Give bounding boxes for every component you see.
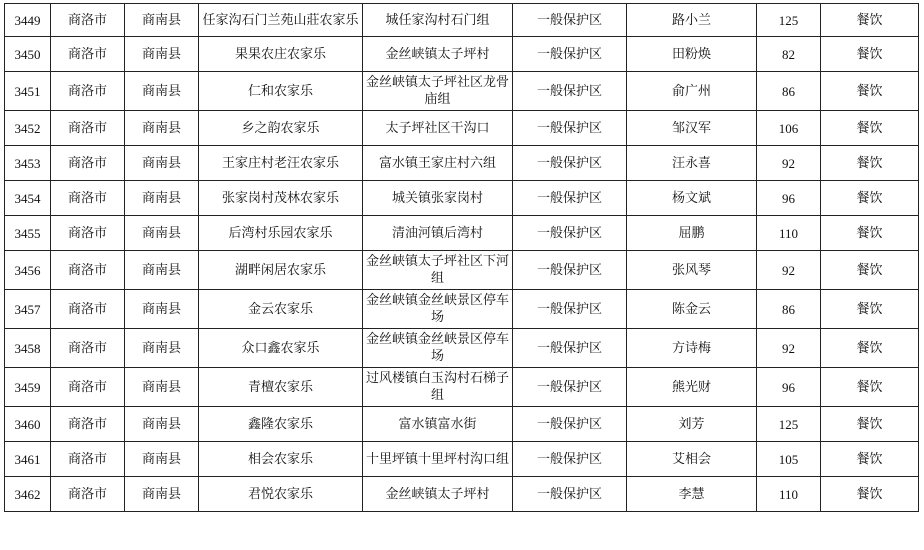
- table-row: [5, 407, 919, 442]
- row-zone: 一般保护区: [513, 37, 627, 72]
- row-name: 仁和农家乐: [199, 72, 363, 111]
- row-seats: 110: [757, 216, 821, 251]
- row-address: 金丝峡镇太子坪村: [363, 477, 513, 512]
- row-owner: 邹汉军: [627, 111, 757, 146]
- row-owner: 屈鹏: [627, 216, 757, 251]
- table-row: [5, 329, 919, 368]
- row-county: 商南县: [125, 72, 199, 111]
- row-county: 商南县: [125, 251, 199, 290]
- row-seats: 110: [757, 477, 821, 512]
- row-owner: 艾相会: [627, 442, 757, 477]
- row-county: 商南县: [125, 4, 199, 37]
- row-seats: 86: [757, 290, 821, 329]
- row-city: 商洛市: [51, 407, 125, 442]
- row-zone: 一般保护区: [513, 181, 627, 216]
- row-type: 餐饮: [821, 251, 919, 290]
- row-id: 3458: [5, 329, 51, 368]
- row-city: 商洛市: [51, 146, 125, 181]
- row-zone: 一般保护区: [513, 72, 627, 111]
- row-name: 后湾村乐园农家乐: [199, 216, 363, 251]
- table-row: [5, 146, 919, 181]
- table-row: [5, 251, 919, 290]
- row-name: 众口鑫农家乐: [199, 329, 363, 368]
- row-id: 3456: [5, 251, 51, 290]
- row-seats: 105: [757, 442, 821, 477]
- row-name: 相会农家乐: [199, 442, 363, 477]
- row-address: 富水镇富水街: [363, 407, 513, 442]
- row-id: 3450: [5, 37, 51, 72]
- row-type: 餐饮: [821, 407, 919, 442]
- row-type: 餐饮: [821, 442, 919, 477]
- row-city: 商洛市: [51, 477, 125, 512]
- table-row: [5, 111, 919, 146]
- farmhouse-registry-table: [4, 3, 919, 512]
- table-row: [5, 290, 919, 329]
- row-type: 餐饮: [821, 329, 919, 368]
- row-name: 君悦农家乐: [199, 477, 363, 512]
- table-row: [5, 368, 919, 407]
- row-city: 商洛市: [51, 329, 125, 368]
- row-address: 金丝峡镇金丝峡景区停车场: [363, 329, 513, 368]
- row-zone: 一般保护区: [513, 216, 627, 251]
- row-zone: 一般保护区: [513, 477, 627, 512]
- row-name: 任家沟石门兰苑山莊农家乐: [199, 4, 363, 37]
- row-county: 商南县: [125, 181, 199, 216]
- row-seats: 106: [757, 111, 821, 146]
- row-county: 商南县: [125, 290, 199, 329]
- row-name: 乡之韵农家乐: [199, 111, 363, 146]
- row-city: 商洛市: [51, 290, 125, 329]
- row-city: 商洛市: [51, 181, 125, 216]
- row-seats: 96: [757, 181, 821, 216]
- row-seats: 96: [757, 368, 821, 407]
- row-zone: 一般保护区: [513, 146, 627, 181]
- row-seats: 82: [757, 37, 821, 72]
- row-zone: 一般保护区: [513, 368, 627, 407]
- row-id: 3459: [5, 368, 51, 407]
- row-seats: 92: [757, 146, 821, 181]
- row-seats: 92: [757, 329, 821, 368]
- row-id: 3452: [5, 111, 51, 146]
- row-id: 3449: [5, 4, 51, 37]
- row-owner: 刘芳: [627, 407, 757, 442]
- row-type: 餐饮: [821, 146, 919, 181]
- row-id: 3460: [5, 407, 51, 442]
- row-id: 3461: [5, 442, 51, 477]
- row-owner: 李慧: [627, 477, 757, 512]
- row-zone: 一般保护区: [513, 4, 627, 37]
- row-address: 过风楼镇白玉沟村石梯子组: [363, 368, 513, 407]
- row-city: 商洛市: [51, 251, 125, 290]
- row-owner: 汪永喜: [627, 146, 757, 181]
- row-name: 果果农庄农家乐: [199, 37, 363, 72]
- row-owner: 路小兰: [627, 4, 757, 37]
- row-seats: 92: [757, 251, 821, 290]
- row-city: 商洛市: [51, 216, 125, 251]
- row-id: 3453: [5, 146, 51, 181]
- row-zone: 一般保护区: [513, 290, 627, 329]
- row-city: 商洛市: [51, 37, 125, 72]
- row-seats: 125: [757, 4, 821, 37]
- row-type: 餐饮: [821, 72, 919, 111]
- table-row: [5, 477, 919, 512]
- row-name: 张家岗村茂林农家乐: [199, 181, 363, 216]
- row-owner: 张风琴: [627, 251, 757, 290]
- row-owner: 俞广州: [627, 72, 757, 111]
- row-address: 金丝峡镇太子坪社区龙骨庙组: [363, 72, 513, 111]
- row-county: 商南县: [125, 111, 199, 146]
- row-id: 3462: [5, 477, 51, 512]
- row-address: 富水镇王家庄村六组: [363, 146, 513, 181]
- row-city: 商洛市: [51, 4, 125, 37]
- row-address: 太子坪社区干沟口: [363, 111, 513, 146]
- row-name: 鑫隆农家乐: [199, 407, 363, 442]
- row-id: 3451: [5, 72, 51, 111]
- row-address: 清油河镇后湾村: [363, 216, 513, 251]
- table-row: [5, 37, 919, 72]
- row-county: 商南县: [125, 329, 199, 368]
- row-type: 餐饮: [821, 290, 919, 329]
- row-type: 餐饮: [821, 37, 919, 72]
- table-row: [5, 4, 919, 37]
- row-id: 3455: [5, 216, 51, 251]
- row-name: 金云农家乐: [199, 290, 363, 329]
- row-address: 城关镇张家岗村: [363, 181, 513, 216]
- row-county: 商南县: [125, 368, 199, 407]
- row-address: 金丝峡镇太子坪社区下河组: [363, 251, 513, 290]
- row-address: 金丝峡镇金丝峡景区停车场: [363, 290, 513, 329]
- row-city: 商洛市: [51, 111, 125, 146]
- row-address: 十里坪镇十里坪村沟口组: [363, 442, 513, 477]
- row-seats: 125: [757, 407, 821, 442]
- row-type: 餐饮: [821, 111, 919, 146]
- row-county: 商南县: [125, 477, 199, 512]
- table-row: [5, 72, 919, 111]
- row-type: 餐饮: [821, 216, 919, 251]
- row-id: 3454: [5, 181, 51, 216]
- row-name: 青檀农家乐: [199, 368, 363, 407]
- row-name: 王家庄村老汪农家乐: [199, 146, 363, 181]
- row-owner: 田粉焕: [627, 37, 757, 72]
- row-zone: 一般保护区: [513, 407, 627, 442]
- row-owner: 方诗梅: [627, 329, 757, 368]
- row-county: 商南县: [125, 146, 199, 181]
- row-city: 商洛市: [51, 72, 125, 111]
- row-name: 湖畔闲居农家乐: [199, 251, 363, 290]
- row-zone: 一般保护区: [513, 251, 627, 290]
- table-row: [5, 216, 919, 251]
- row-owner: 杨文斌: [627, 181, 757, 216]
- row-zone: 一般保护区: [513, 442, 627, 477]
- row-address: 城任家沟村石门组: [363, 4, 513, 37]
- row-county: 商南县: [125, 37, 199, 72]
- row-county: 商南县: [125, 442, 199, 477]
- row-id: 3457: [5, 290, 51, 329]
- row-owner: 陈金云: [627, 290, 757, 329]
- row-county: 商南县: [125, 407, 199, 442]
- row-seats: 86: [757, 72, 821, 111]
- row-city: 商洛市: [51, 442, 125, 477]
- table-body: [5, 4, 919, 512]
- table-row: [5, 442, 919, 477]
- row-type: 餐饮: [821, 181, 919, 216]
- row-zone: 一般保护区: [513, 329, 627, 368]
- row-county: 商南县: [125, 216, 199, 251]
- row-zone: 一般保护区: [513, 111, 627, 146]
- row-type: 餐饮: [821, 477, 919, 512]
- table-row: [5, 181, 919, 216]
- row-type: 餐饮: [821, 4, 919, 37]
- row-owner: 熊光财: [627, 368, 757, 407]
- row-city: 商洛市: [51, 368, 125, 407]
- row-type: 餐饮: [821, 368, 919, 407]
- row-address: 金丝峡镇太子坪村: [363, 37, 513, 72]
